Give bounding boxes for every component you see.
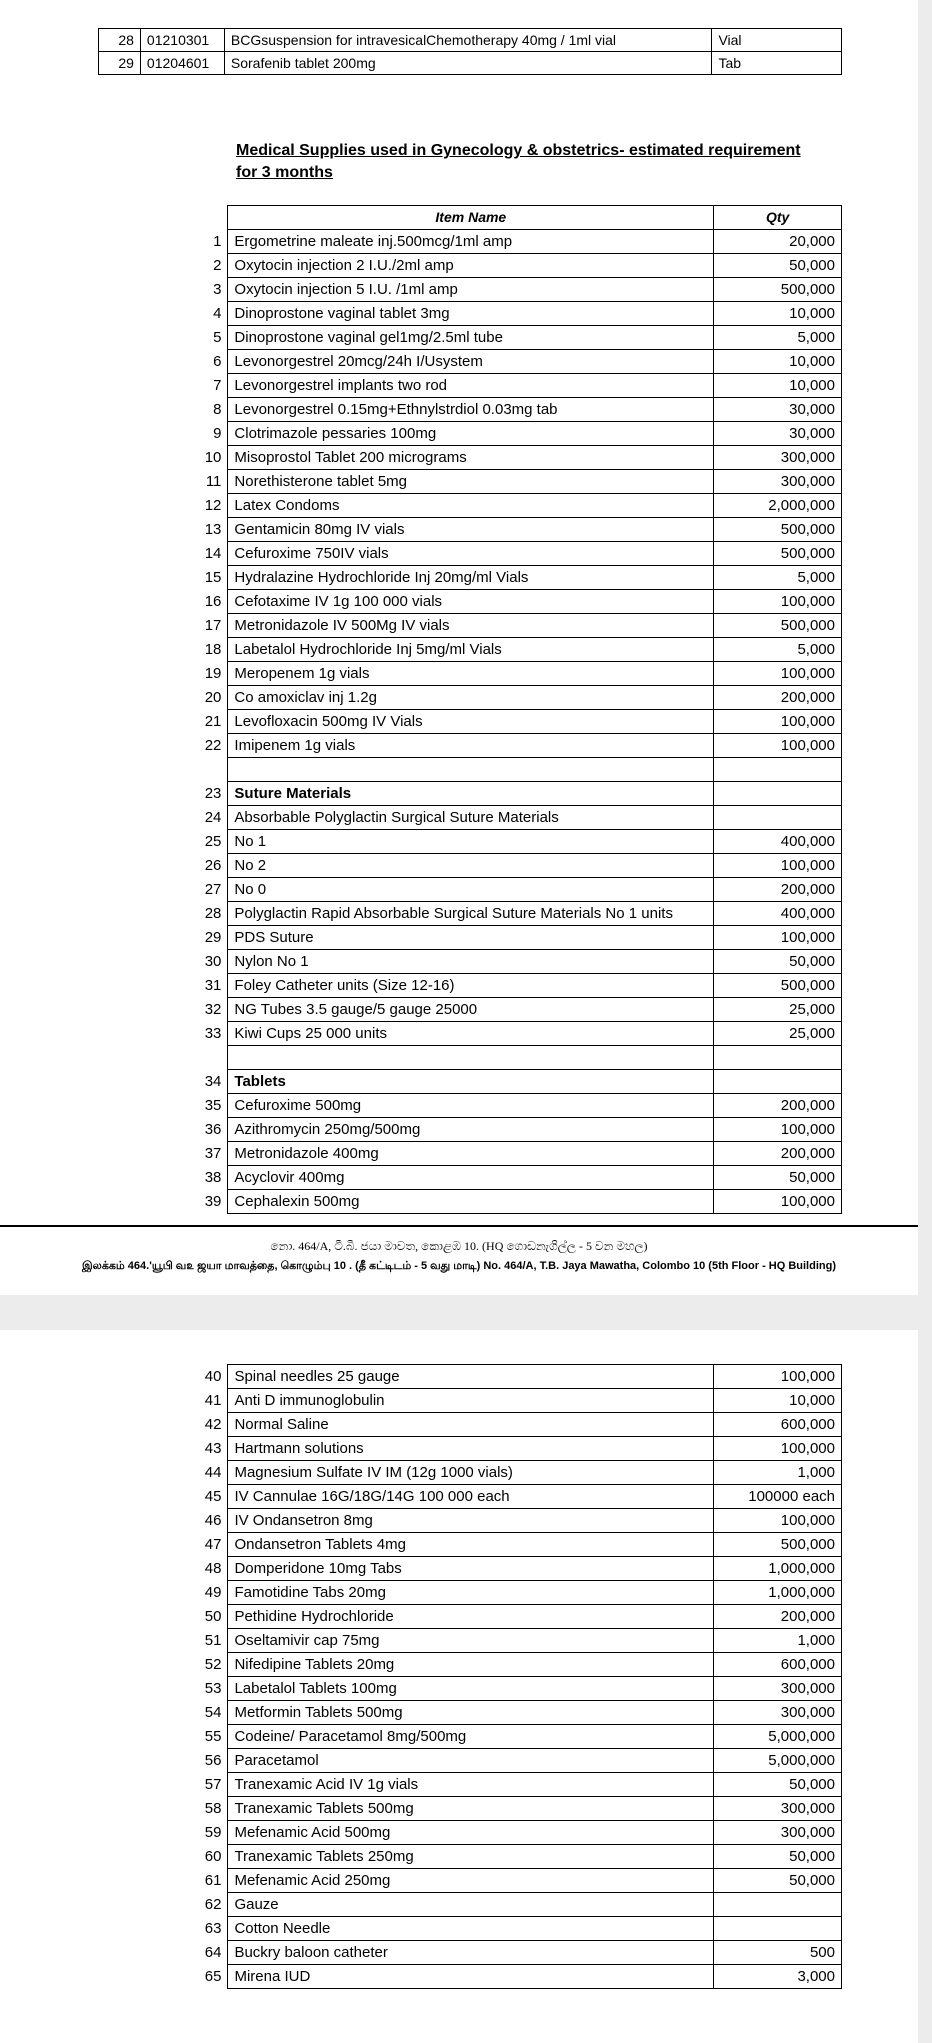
item-qty: 300,000 [714,1821,842,1845]
item-unit: Tab [712,52,842,75]
table-row [180,230,842,254]
row-number: 65 [204,1968,222,1985]
item-qty: 50,000 [714,1166,842,1190]
table-row [180,1365,842,1389]
item-qty: 200,000 [714,1094,842,1118]
row-number: 25 [204,833,222,850]
row-number: 15 [204,569,222,586]
row-number: 59 [204,1824,222,1841]
row-number: 34 [204,1073,222,1090]
item-name: NG Tubes 3.5 gauge/5 gauge 25000 [228,998,714,1022]
table-row [180,614,842,638]
item-name: Latex Condoms [228,494,714,518]
item-name: Buckry baloon catheter [228,1941,714,1965]
item-qty: 100,000 [714,710,842,734]
row-number: 45 [204,1488,222,1505]
top-continuation-table [98,28,842,75]
item-name: Metronidazole IV 500Mg IV vials [228,614,714,638]
supplies-table-page1 [180,205,842,1214]
item-qty: 500,000 [714,278,842,302]
row-number [180,758,228,782]
table-row [180,1797,842,1821]
item-qty: 100,000 [714,1509,842,1533]
item-qty: 1,000,000 [714,1557,842,1581]
table-row [180,1485,842,1509]
item-qty: 1,000 [714,1629,842,1653]
item-qty: 100,000 [714,1437,842,1461]
table-row [180,1821,842,1845]
item-name: No 0 [228,878,714,902]
item-qty: 100,000 [714,590,842,614]
supplies-table-page2 [180,1364,842,1989]
table-row [180,734,842,758]
item-name: Foley Catheter units (Size 12-16) [228,974,714,998]
item-name: Polyglactin Rapid Absorbable Surgical Suture Materials No 1 units [228,902,714,926]
item-name: Mirena IUD [228,1965,714,1989]
item-name: Gentamicin 80mg IV vials [228,518,714,542]
table-row [180,254,842,278]
item-name: Oxytocin injection 5 I.U. /1ml amp [228,278,714,302]
row-number: 63 [204,1920,222,1937]
row-number: 44 [204,1464,222,1481]
row-number: 35 [204,1097,222,1114]
item-qty [714,1917,842,1941]
item-qty [714,1893,842,1917]
item-qty: 100,000 [714,926,842,950]
table-row [180,638,842,662]
item-name: Cephalexin 500mg [228,1190,714,1214]
item-name: Cefuroxime 500mg [228,1094,714,1118]
item-name: Nifedipine Tablets 20mg [228,1653,714,1677]
row-number: 26 [204,857,222,874]
table-row [180,1701,842,1725]
item-name: Levonorgestrel 0.15mg+Ethnylstrdiol 0.03mg tab [228,398,714,422]
item-qty: 50,000 [714,254,842,278]
item-qty: 50,000 [714,1869,842,1893]
row-number: 18 [204,641,222,658]
table-row [180,1677,842,1701]
table-row [99,52,842,75]
item-name: Normal Saline [228,1413,714,1437]
row-number: 7 [213,377,222,394]
row-number: 29 [204,929,222,946]
row-number: 13 [204,521,222,538]
table-row [180,782,842,806]
table-row [180,446,842,470]
item-name: Azithromycin 250mg/500mg [228,1118,714,1142]
table-row [180,878,842,902]
row-number: 2 [213,257,222,274]
item-name: Domperidone 10mg Tabs [228,1557,714,1581]
table-row [180,1557,842,1581]
item-name: Dinoprostone vaginal gel1mg/2.5ml tube [228,326,714,350]
item-qty: 5,000,000 [714,1725,842,1749]
item-name: Imipenem 1g vials [228,734,714,758]
item-name: IV Ondansetron 8mg [228,1509,714,1533]
table-row [180,950,842,974]
item-name: Oseltamivir cap 75mg [228,1629,714,1653]
item-name: Famotidine Tabs 20mg [228,1581,714,1605]
row-number: 64 [204,1944,222,1961]
table-row [180,1118,842,1142]
item-name: Levonorgestrel implants two rod [228,374,714,398]
item-qty: 300,000 [714,1701,842,1725]
item-name: Anti D immunoglobulin [228,1389,714,1413]
table-row [180,1845,842,1869]
table-row [180,1461,842,1485]
table-row [180,542,842,566]
table-row [180,566,842,590]
item-qty: 20,000 [714,230,842,254]
item-qty: 200,000 [714,1142,842,1166]
row-number: 53 [204,1680,222,1697]
item-name: Gauze [228,1893,714,1917]
row-number: 6 [213,353,222,370]
item-name: Labetalol Tablets 100mg [228,1677,714,1701]
row-number: 46 [204,1512,222,1529]
row-number: 39 [204,1193,222,1210]
item-name: Norethisterone tablet 5mg [228,470,714,494]
item-name: Co amoxiclav inj 1.2g [228,686,714,710]
table-header-row [180,206,842,230]
item-name: Meropenem 1g vials [228,662,714,686]
item-qty: 500,000 [714,518,842,542]
row-number: 24 [204,809,222,826]
item-name: Dinoprostone vaginal tablet 3mg [228,302,714,326]
item-qty: 300,000 [714,1677,842,1701]
row-number: 58 [204,1800,222,1817]
item-qty: 600,000 [714,1413,842,1437]
table-row [180,1917,842,1941]
item-qty: 25,000 [714,998,842,1022]
row-number: 10 [204,449,222,466]
item-name: Pethidine Hydrochloride [228,1605,714,1629]
item-name: Metronidazole 400mg [228,1142,714,1166]
item-qty [714,1046,842,1070]
item-name: Metformin Tablets 500mg [228,1701,714,1725]
item-qty [714,806,842,830]
row-number: 48 [204,1560,222,1577]
table-row [180,1190,842,1214]
item-qty [714,1070,842,1094]
item-qty: 400,000 [714,830,842,854]
table-row [180,662,842,686]
table-row [180,1773,842,1797]
table-row [180,326,842,350]
item-name: Ergometrine maleate inj.500mcg/1ml amp [228,230,714,254]
row-number: 49 [204,1584,222,1601]
table-row [180,1581,842,1605]
row-number: 36 [204,1121,222,1138]
footer-address-tamil-english: இலக்கம் 464.'யூபி வ௨ ஜயா மாவத்தை, கொழும்பு 10 . (தீ கட்டிடம் - 5 வது மாடி) No. 464/A, T.B. Jaya Mawatha, Colombo 10 (5th Floor - HQ Building) [81,1260,836,1272]
row-number: 33 [204,1025,222,1042]
row-number: 57 [204,1776,222,1793]
row-number: 31 [204,977,222,994]
item-qty: 400,000 [714,902,842,926]
item-qty: 500,000 [714,974,842,998]
table-row [180,1437,842,1461]
table-row [180,1629,842,1653]
item-name: Absorbable Polyglactin Surgical Suture Materials [228,806,714,830]
table-row [180,350,842,374]
item-qty: 500,000 [714,614,842,638]
table-row [180,902,842,926]
item-qty: 100,000 [714,1118,842,1142]
table-row [180,1653,842,1677]
row-number: 14 [204,545,222,562]
item-qty: 5,000 [714,326,842,350]
item-qty: 200,000 [714,878,842,902]
item-qty: 100,000 [714,734,842,758]
item-name: Tranexamic Tablets 250mg [228,1845,714,1869]
item-name: Levofloxacin 500mg IV Vials [228,710,714,734]
item-name: Tranexamic Acid IV 1g vials [228,1773,714,1797]
item-qty: 25,000 [714,1022,842,1046]
item-qty: 300,000 [714,470,842,494]
footer-address-sinhala: නො. 464/A, ටී.බී. ජයා මාවත, කොළඹ 10. (HQ ගොඩනැගිල්ල - 5 වන මහල) [270,1239,648,1253]
item-name: Ondansetron Tablets 4mg [228,1533,714,1557]
item-qty: 100,000 [714,1365,842,1389]
item-code: 01210301 [140,29,224,52]
item-name: Magnesium Sulfate IV IM (12g 1000 vials) [228,1461,714,1485]
row-number: 1 [213,233,222,250]
row-number: 42 [204,1416,222,1433]
item-qty: 200,000 [714,1605,842,1629]
qty-header: Qty [714,206,842,230]
item-qty: 600,000 [714,1653,842,1677]
item-name: Hartmann solutions [228,1437,714,1461]
table-row [180,686,842,710]
table-row [180,422,842,446]
table-row [180,278,842,302]
row-number: 17 [204,617,222,634]
item-qty: 50,000 [714,950,842,974]
item-qty: 500,000 [714,542,842,566]
item-name: Codeine/ Paracetamol 8mg/500mg [228,1725,714,1749]
section-title: Medical Supplies used in Gynecology & obstetrics- estimated requirement for 3 months [236,142,801,181]
item-qty: 100000 each [714,1485,842,1509]
item-unit: Vial [712,29,842,52]
item-qty: 30,000 [714,398,842,422]
item-qty: 5,000,000 [714,1749,842,1773]
row-number: 43 [204,1440,222,1457]
item-qty: 50,000 [714,1845,842,1869]
table-row [180,1046,842,1070]
row-number: 21 [204,713,222,730]
table-row [180,1389,842,1413]
row-number: 54 [204,1704,222,1721]
item-qty: 5,000 [714,638,842,662]
row-number: 9 [213,425,222,442]
row-number: 16 [204,593,222,610]
item-name: Misoprostol Tablet 200 micrograms [228,446,714,470]
row-number: 60 [204,1848,222,1865]
row-number: 23 [204,785,222,802]
item-qty: 1,000,000 [714,1581,842,1605]
item-name: Levonorgestrel 20mcg/24h I/Usystem [228,350,714,374]
row-number: 5 [213,329,222,346]
table-row [180,518,842,542]
table-row [180,590,842,614]
table-row [180,1022,842,1046]
item-qty [714,758,842,782]
row-number: 28 [99,29,141,52]
item-qty: 10,000 [714,350,842,374]
item-qty: 500,000 [714,1533,842,1557]
row-number: 55 [204,1728,222,1745]
item-name: Cotton Needle [228,1917,714,1941]
item-name: Clotrimazole pessaries 100mg [228,422,714,446]
item-name: Spinal needles 25 gauge [228,1365,714,1389]
row-number: 20 [204,689,222,706]
page-footer [0,1225,918,1274]
item-qty: 500 [714,1941,842,1965]
row-number: 3 [213,281,222,298]
item-name: No 2 [228,854,714,878]
table-row [99,29,842,52]
row-number: 61 [204,1872,222,1889]
table-row [180,374,842,398]
table-row [180,1605,842,1629]
item-qty: 100,000 [714,662,842,686]
table-row [180,1869,842,1893]
table-row [180,398,842,422]
item-name [228,758,714,782]
row-number: 30 [204,953,222,970]
table-row [180,758,842,782]
row-number: 12 [204,497,222,514]
row-number: 4 [213,305,222,322]
item-name: Cefotaxime IV 1g 100 000 vials [228,590,714,614]
item-name: Tranexamic Tablets 500mg [228,1797,714,1821]
row-number: 40 [204,1368,222,1385]
item-name: Labetalol Hydrochloride Inj 5mg/ml Vials [228,638,714,662]
item-qty: 100,000 [714,1190,842,1214]
row-number: 19 [204,665,222,682]
row-number: 51 [204,1632,222,1649]
item-name: IV Cannulae 16G/18G/14G 100 000 each [228,1485,714,1509]
row-number: 8 [213,401,222,418]
item-name: No 1 [228,830,714,854]
item-qty: 5,000 [714,566,842,590]
row-number [180,1046,228,1070]
item-name [228,1046,714,1070]
table-row [180,1533,842,1557]
item-name-header: Item Name [228,206,714,230]
item-name: BCGsuspension for intravesicalChemotherapy 40mg / 1ml vial [224,29,712,52]
item-name: Paracetamol [228,1749,714,1773]
item-name: Nylon No 1 [228,950,714,974]
table-row [180,1413,842,1437]
item-qty: 300,000 [714,446,842,470]
item-name: Oxytocin injection 2 I.U./2ml amp [228,254,714,278]
item-qty: 10,000 [714,1389,842,1413]
row-number: 38 [204,1169,222,1186]
item-qty: 30,000 [714,422,842,446]
table-row [180,1509,842,1533]
row-number: 56 [204,1752,222,1769]
row-number: 22 [204,737,222,754]
table-row [180,830,842,854]
row-number: 37 [204,1145,222,1162]
item-qty: 50,000 [714,1773,842,1797]
item-qty: 100,000 [714,854,842,878]
item-qty: 3,000 [714,1965,842,1989]
item-name: PDS Suture [228,926,714,950]
item-code: 01204601 [140,52,224,75]
table-row [180,1070,842,1094]
document-page-2 [0,1330,918,2043]
row-number: 62 [204,1896,222,1913]
table-row [180,806,842,830]
row-number: 32 [204,1001,222,1018]
item-qty: 1,000 [714,1461,842,1485]
table-row [180,926,842,950]
table-row [180,1166,842,1190]
table-row [180,470,842,494]
item-qty: 2,000,000 [714,494,842,518]
item-name: Hydralazine Hydrochloride Inj 20mg/ml Vials [228,566,714,590]
row-number: 27 [204,881,222,898]
table-row [180,854,842,878]
page-gap [0,1295,918,1330]
row-number: 50 [204,1608,222,1625]
item-name: Sorafenib tablet 200mg [224,52,712,75]
item-name: Acyclovir 400mg [228,1166,714,1190]
table-row [180,998,842,1022]
row-number: 52 [204,1656,222,1673]
table-row [180,974,842,998]
row-number: 28 [204,905,222,922]
table-row [180,1749,842,1773]
item-qty [714,782,842,806]
table-row [180,1142,842,1166]
item-name: Suture Materials [228,782,714,806]
item-qty: 200,000 [714,686,842,710]
item-name: Tablets [228,1070,714,1094]
row-number: 47 [204,1536,222,1553]
item-qty: 10,000 [714,302,842,326]
table-row [180,1941,842,1965]
row-number: 29 [99,52,141,75]
item-qty: 10,000 [714,374,842,398]
table-row [180,1725,842,1749]
item-name: Mefenamic Acid 250mg [228,1869,714,1893]
item-name: Mefenamic Acid 500mg [228,1821,714,1845]
row-number: 11 [205,473,222,490]
table-row [180,1893,842,1917]
table-row [180,1094,842,1118]
table-row [180,302,842,326]
item-name: Cefuroxime 750IV vials [228,542,714,566]
row-number: 41 [204,1392,222,1409]
table-row [180,1965,842,1989]
item-qty: 300,000 [714,1797,842,1821]
item-name: Kiwi Cups 25 000 units [228,1022,714,1046]
table-row [180,710,842,734]
table-row [180,494,842,518]
